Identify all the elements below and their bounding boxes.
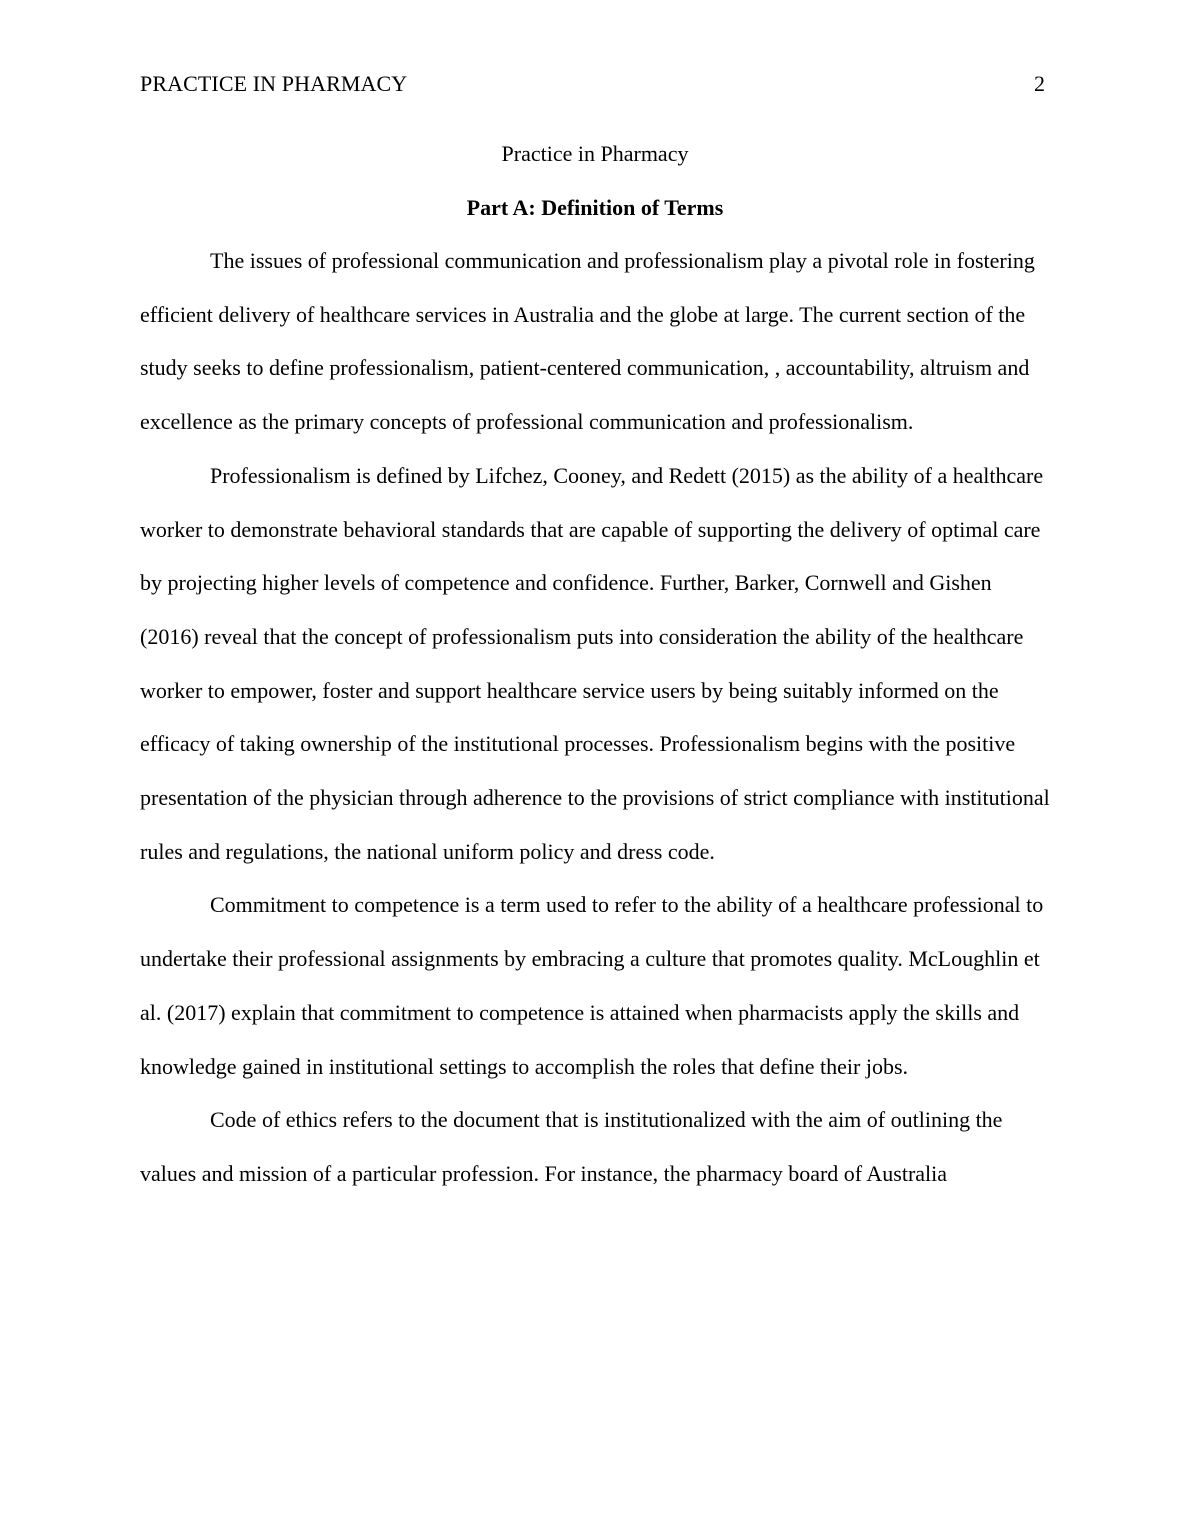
section-heading: Part A: Definition of Terms — [466, 195, 724, 220]
paragraph-code-of-ethics: Code of ethics refers to the document that is institutionalized with the aim of outlining the values and mission of a particular profession. For instance, the pharmacy board of Australia — [140, 1107, 1003, 1186]
running-head: PRACTICE IN PHARMACY — [140, 71, 408, 96]
page-number: 2 — [1034, 71, 1045, 96]
paragraph-intro: The issues of professional communication and professionalism play a pivotal role in fostering efficient delivery of healthcare services in Australia and the globe at large. The current section of the study seeks to define professionalism, patient-centered communication, , accountability, altruism and excellence as the primary concepts of professional communication and professionalism. — [140, 248, 1035, 435]
body-text — [140, 234, 1055, 1201]
paragraph-commitment-to-competence: Commitment to competence is a term used to refer to the ability of a healthcare professional to undertake their professional assignments by embracing a culture that promotes quality. McLoughlin et al. (2017) explain that commitment to competence is attained when pharmacists apply the skills and knowledge gained in institutional settings to accomplish the roles that define their jobs. — [140, 892, 1044, 1079]
paragraph-professionalism: Professionalism is defined by Lifchez, Cooney, and Redett (2015) as the ability of a healthcare worker to demonstrate behavioral standards that are capable of supporting the delivery of optimal care by projecting higher levels of competence and confidence. Further, Barker, Cornwell and Gishen (2016) reveal that the concept of professionalism puts into consideration the ability of the healthcare worker to empower, foster and support healthcare service users by being suitably informed on the efficacy of taking ownership of the institutional processes. Professionalism begins with the positive presentation of the physician through adherence to the provisions of strict compliance with institutional rules and regulations, the national uniform policy and dress code. — [140, 462, 1050, 864]
document-title: Practice in Pharmacy — [501, 141, 689, 166]
